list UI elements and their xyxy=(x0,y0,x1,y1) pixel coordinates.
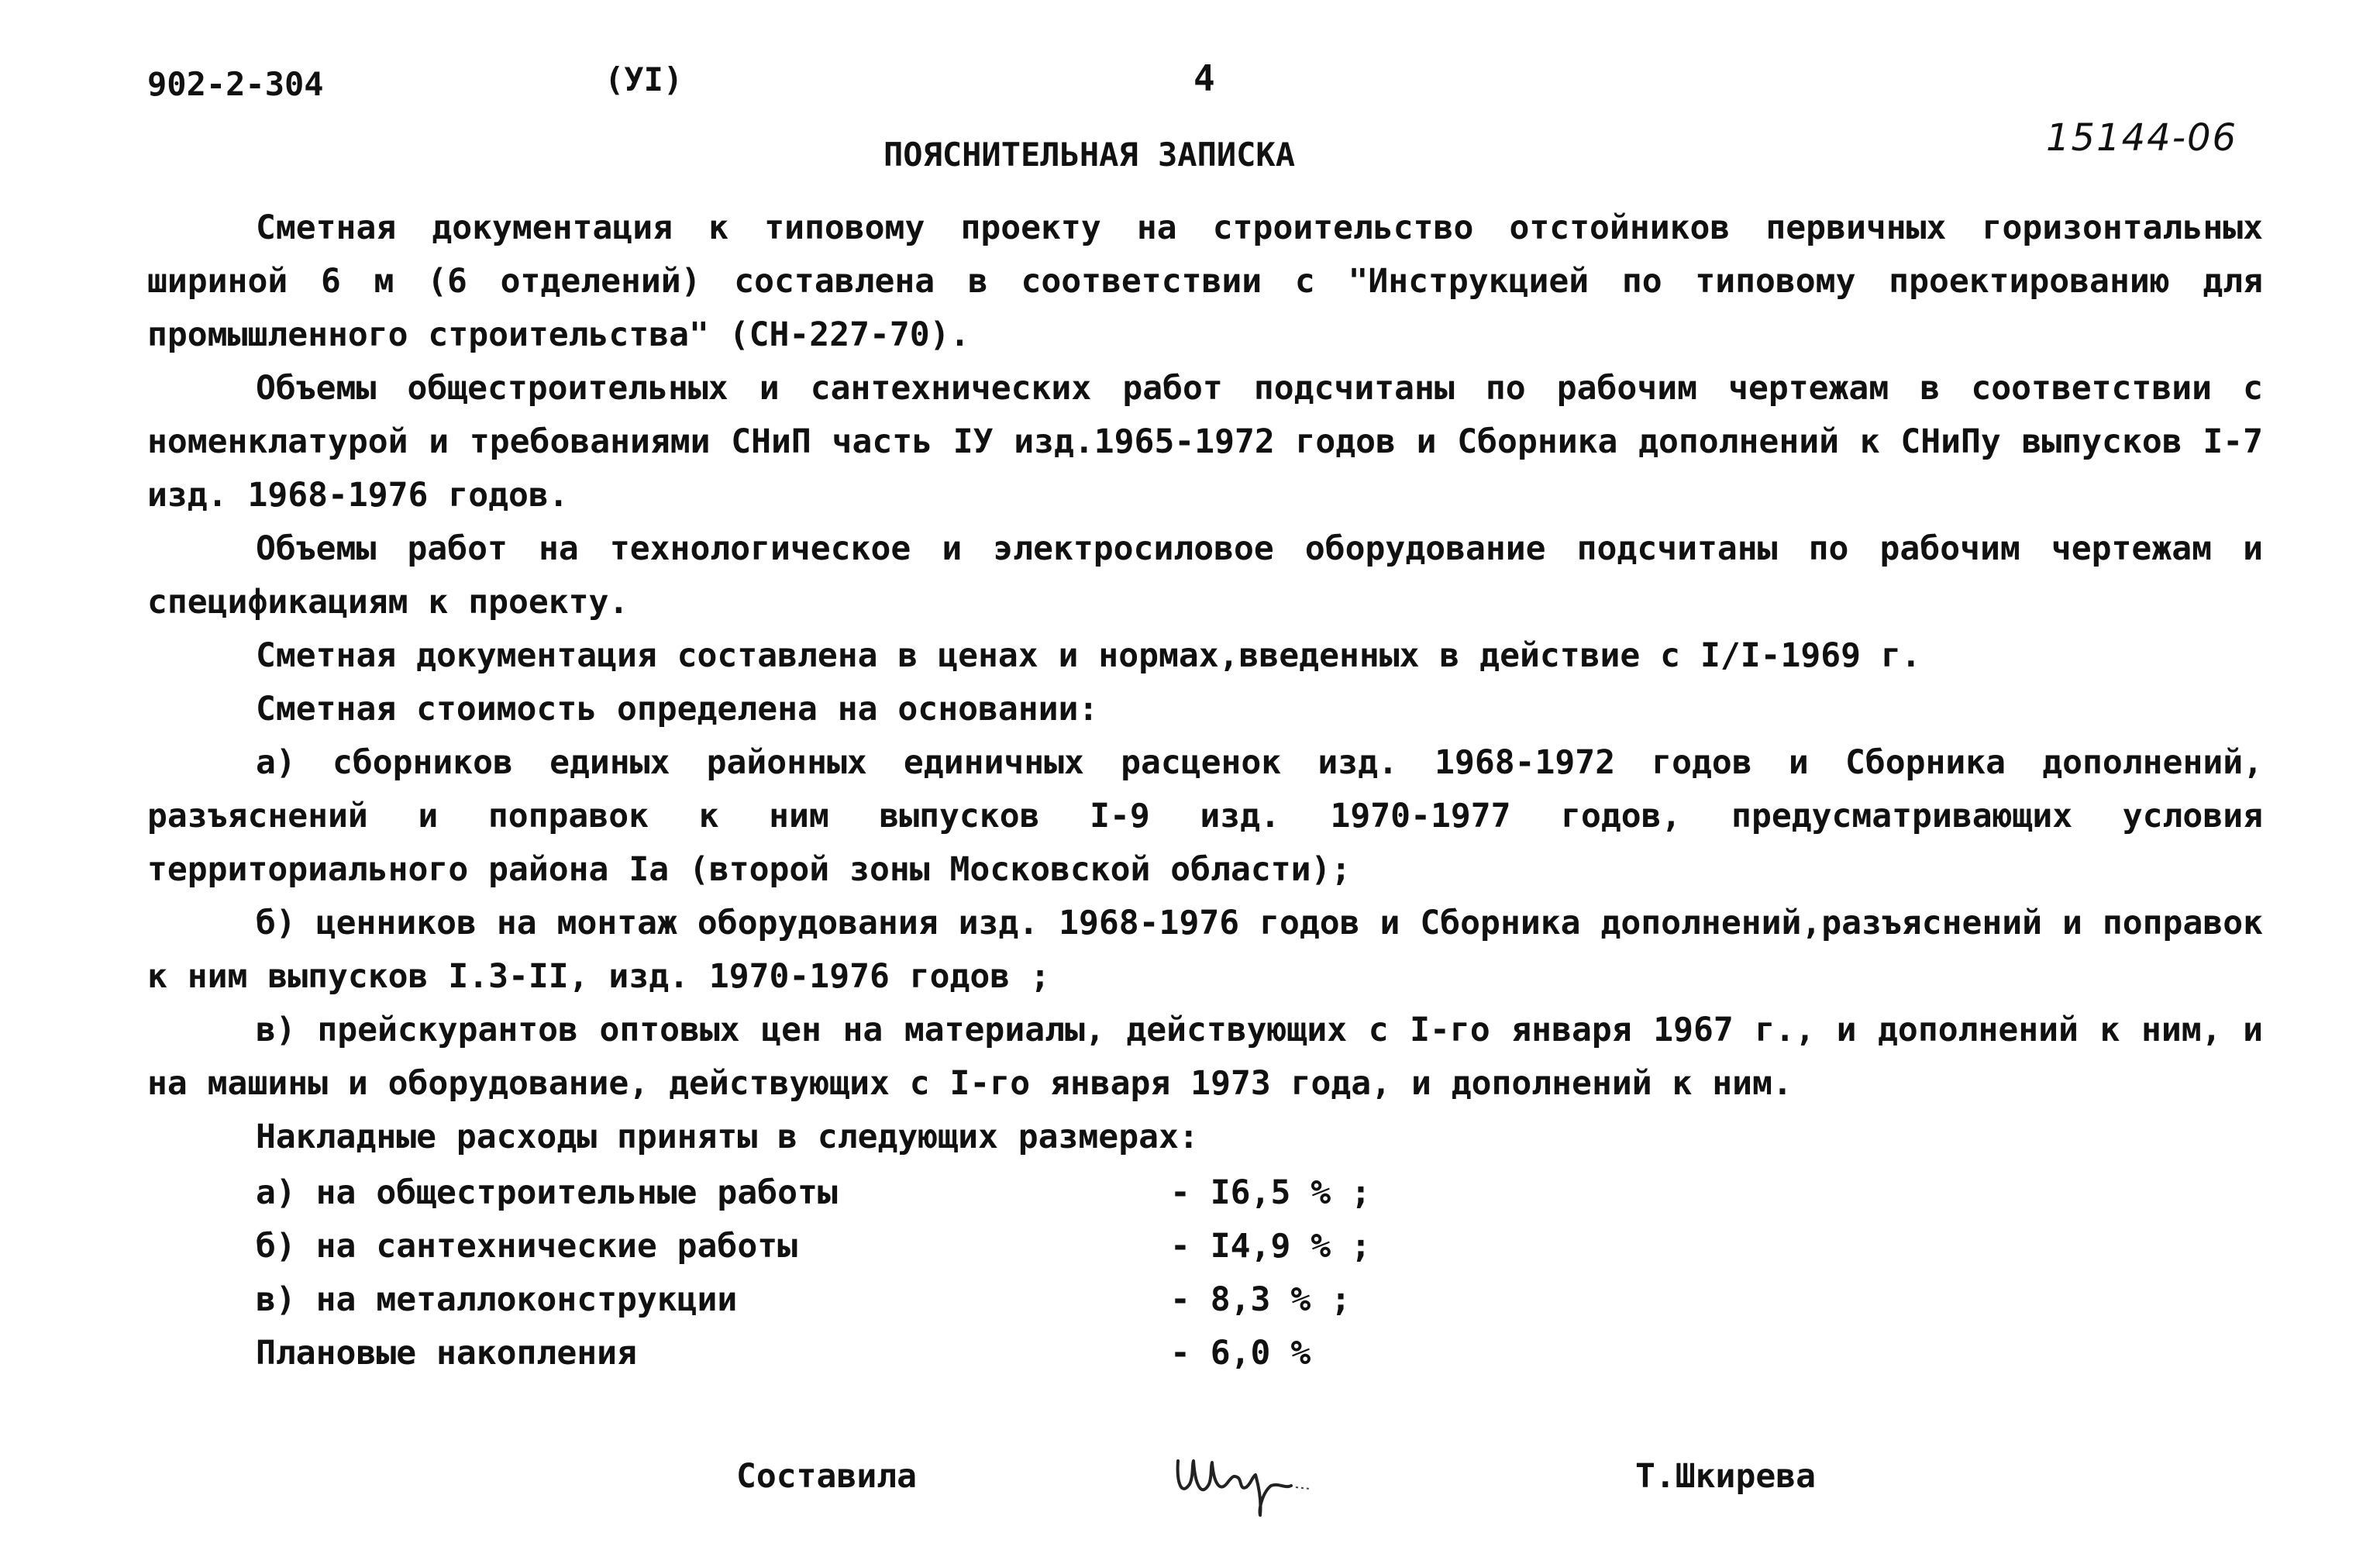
overhead-value: - 8,3 % ; xyxy=(1170,1280,1351,1319)
overhead-row xyxy=(256,1273,1371,1327)
overhead-name: б) на сантехнические работы xyxy=(256,1227,797,1266)
page-number: 4 xyxy=(1193,57,1215,99)
document-code: 902-2-304 xyxy=(147,65,324,103)
paragraph: Сметная документация составлена в ценах и нормах,введенных в действие с I/I-1969 г. xyxy=(256,636,1921,675)
signer-name: Т.Шкирева xyxy=(1635,1457,1816,1496)
overhead-row xyxy=(256,1166,1371,1220)
overhead-name: а) на общестроительные работы xyxy=(256,1173,838,1212)
overhead-name: Плановые накопления xyxy=(256,1334,637,1373)
overhead-value: - 6,0 % xyxy=(1170,1334,1311,1373)
paragraph: Объемы работ на технологическое и электросиловое оборудование подсчитаны по рабочим чертежам и спецификациям к проекту. xyxy=(147,529,2263,622)
paragraph: а) сборников единых районных единичных расценок изд. 1968-1972 годов и Сборника дополнений, разъяснений и поправок к ним выпусков I-9 изд. 1970-1977 годов, предусматривающих условия территориального района Iа (второй зоны Московской области); xyxy=(147,743,2263,889)
signature-label: Составила xyxy=(736,1457,917,1496)
paragraph: Накладные расходы приняты в следующих размерах: xyxy=(256,1118,1199,1156)
paragraph: б) ценников на монтаж оборудования изд. 1968-1976 годов и Сборника дополнений,разъяснений и поправок к ним выпусков I.3-II, изд. 1970-1976 годов ; xyxy=(147,904,2263,996)
volume-number: (УI) xyxy=(604,60,684,98)
paragraph: Сметная стоимость определена на основании: xyxy=(256,690,1099,729)
paragraph: в) прейскурантов оптовых цен на материалы, действующих с I-го января 1967 г., и дополнений к ним, и на машины и оборудование, действующих с I-го января 1973 года, и дополнений к ним. xyxy=(147,1011,2263,1103)
paragraph: Сметная документация к типовому проекту на строительство отстойников первичных горизонтальных шириной 6 м (6 отделений) составлена в соответствии с "Инструкцией по типовому проектированию для промышленного строительства" (СН-227-70). xyxy=(147,208,2263,354)
overhead-value: - I4,9 % ; xyxy=(1170,1227,1371,1266)
overhead-list xyxy=(256,1166,1371,1380)
overhead-row xyxy=(256,1327,1371,1380)
handwritten-signature xyxy=(1162,1438,1341,1523)
page-title: ПОЯСНИТЕЛЬНАЯ ЗАПИСКА xyxy=(883,136,1296,174)
handwritten-number: 15144-06 xyxy=(2046,116,2238,160)
overhead-row xyxy=(256,1220,1371,1273)
overhead-value: - I6,5 % ; xyxy=(1170,1173,1371,1212)
overhead-name: в) на металлоконструкции xyxy=(256,1280,738,1319)
paragraph: Объемы общестроительных и сантехнических работ подсчитаны по рабочим чертежам в соответствии с номенклатурой и требованиями СНиП часть IУ изд.1965-1972 годов и Сборника дополнений к СНиПу выпусков I-7 изд. 1968-1976 годов. xyxy=(147,369,2263,515)
body-text xyxy=(147,202,2263,1164)
